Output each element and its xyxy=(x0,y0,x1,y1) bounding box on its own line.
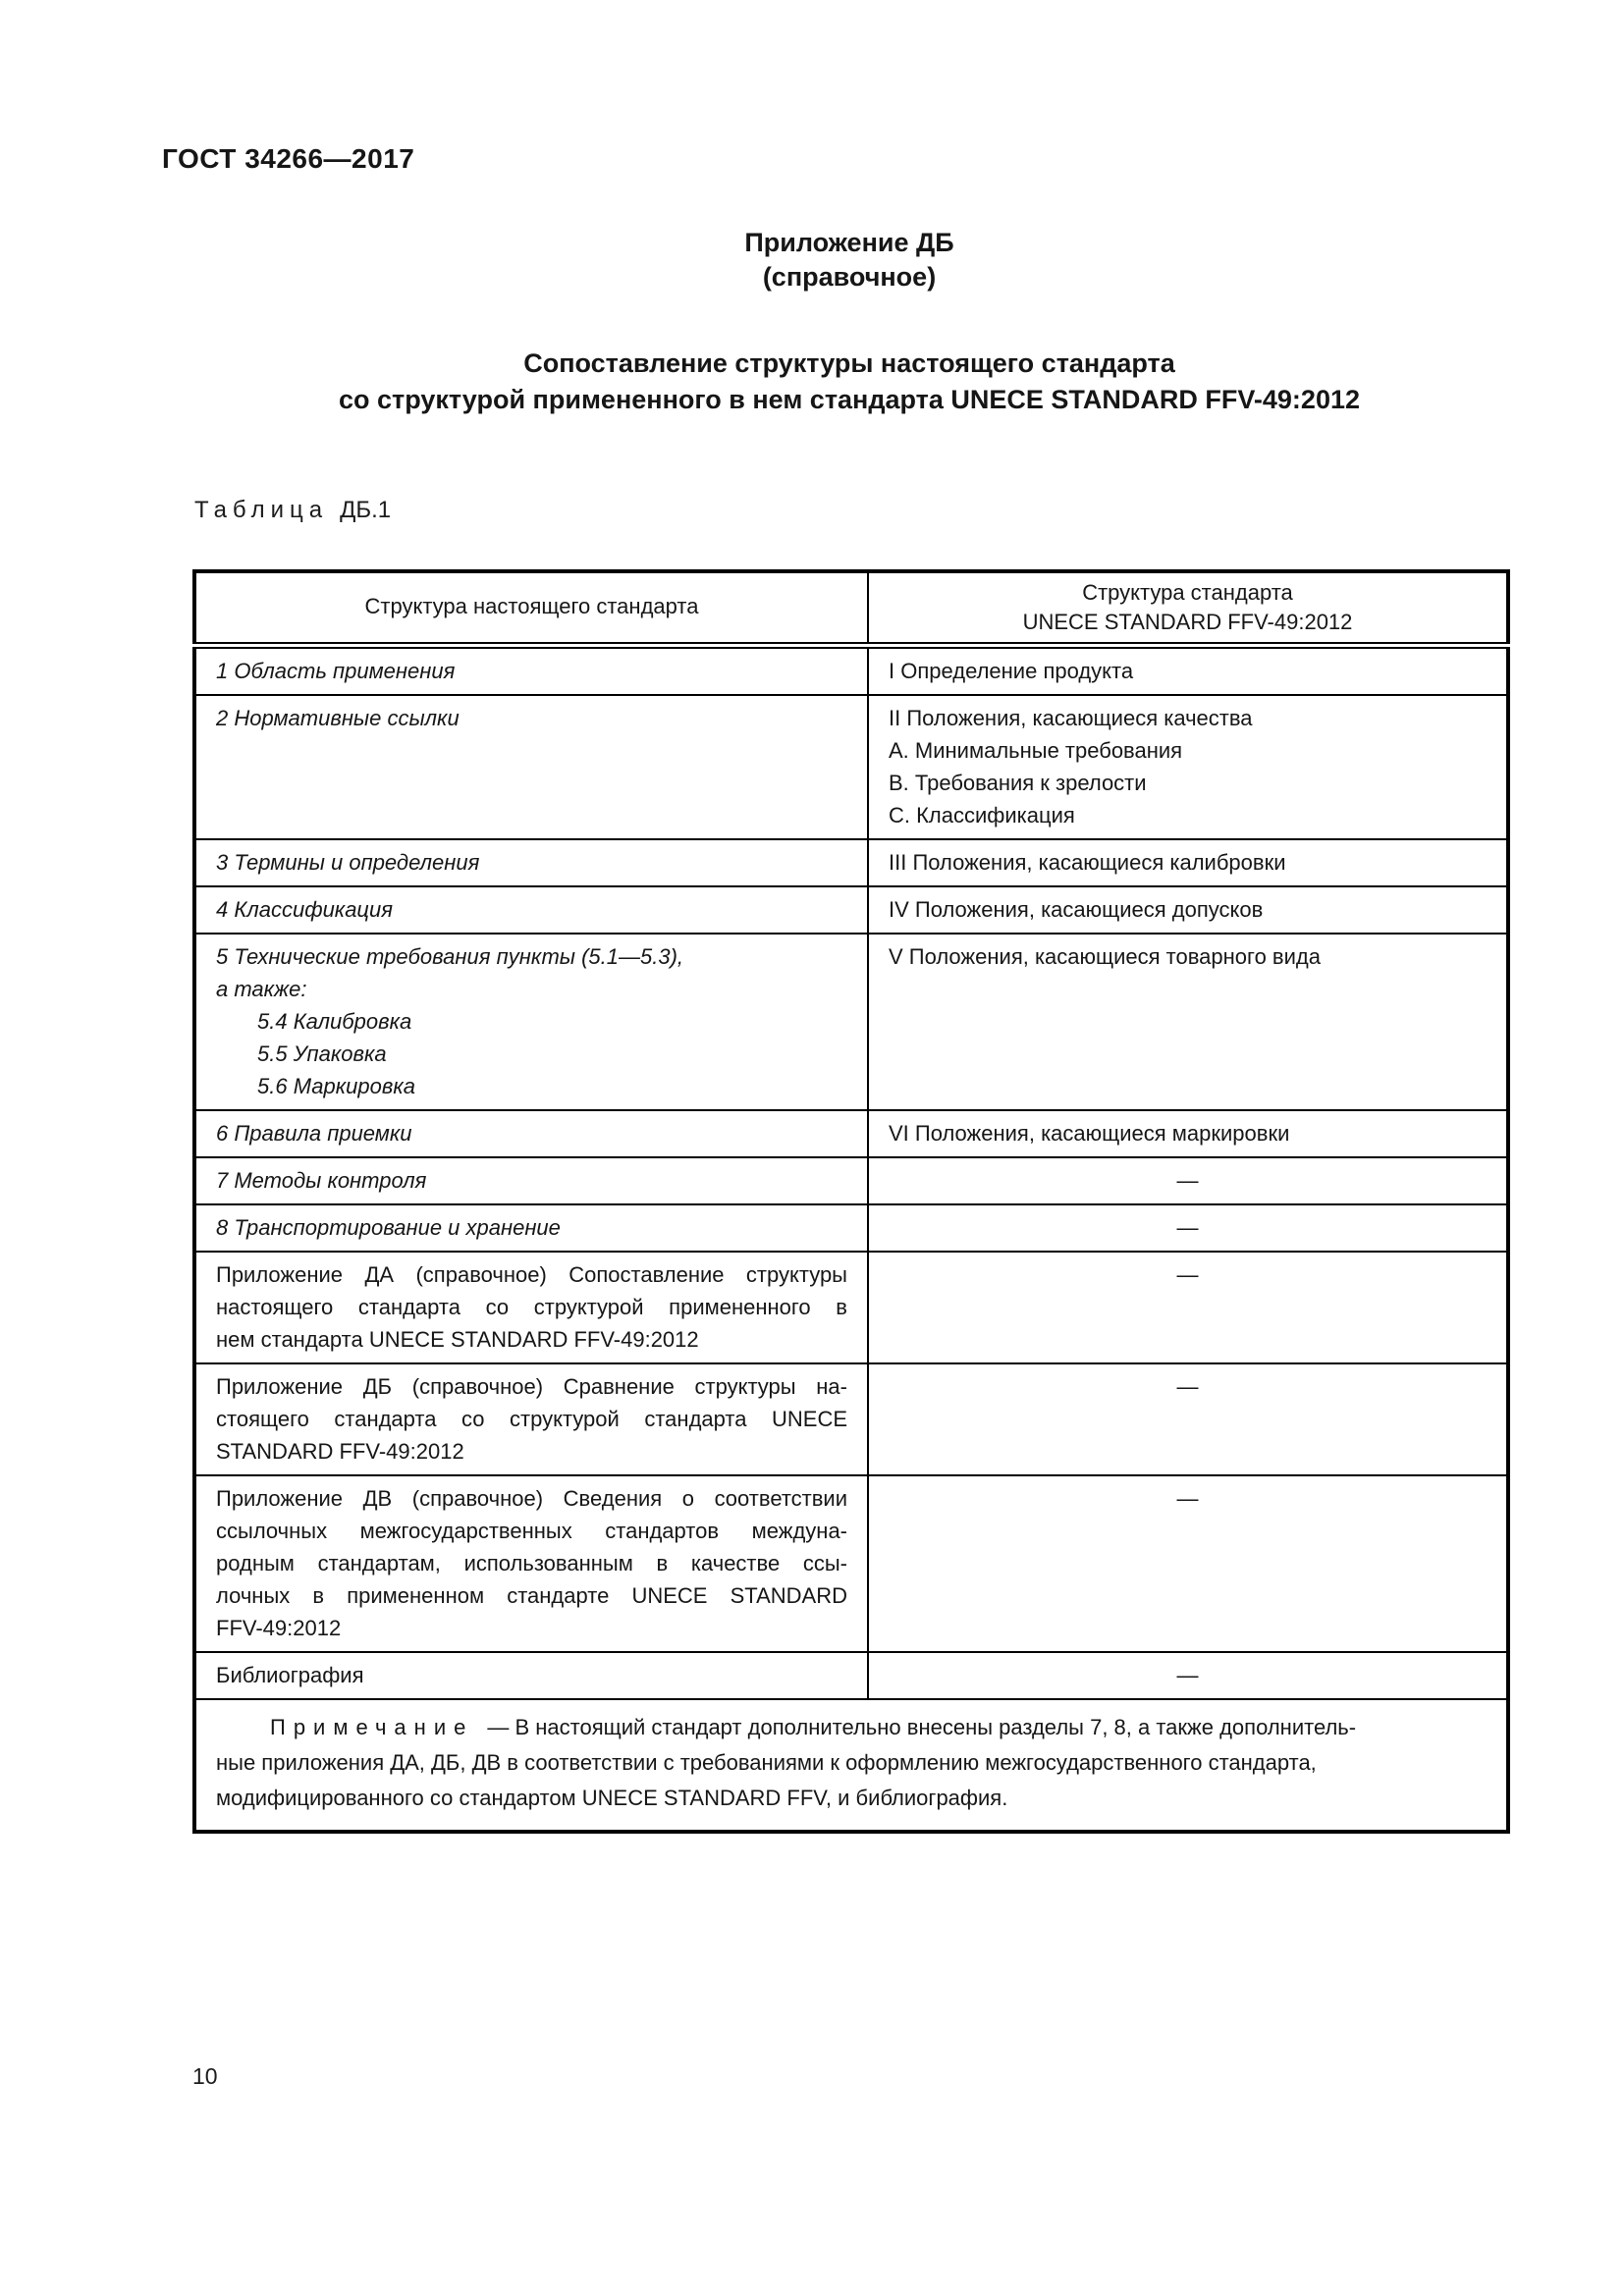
title-line-2: со структурой примененного в нем стандарта UNECE STANDARD FFV-49:2012 xyxy=(339,385,1360,414)
table-caption-number: ДБ.1 xyxy=(340,497,392,523)
appendix-kind: (справочное) xyxy=(762,262,937,292)
note-line xyxy=(216,1710,1489,1745)
cell-text: III Положения, касающиеся калибровки xyxy=(889,850,1286,875)
row-6-left xyxy=(194,1110,868,1157)
em-dash: — xyxy=(1176,1374,1199,1399)
cell-text: IV Положения, касающиеся допусков xyxy=(889,897,1264,922)
cell-text: V Положения, касающиеся товарного вида xyxy=(889,944,1321,969)
cell-text: родным стандартам, использованным в качестве ссы- xyxy=(216,1551,847,1575)
table-row xyxy=(194,1110,1508,1157)
cell-text: II Положения, касающиеся качества xyxy=(889,706,1253,730)
cell-text: Приложение ДА (справочное) Сопоставление структуры xyxy=(216,1262,847,1287)
row-bibliography-right xyxy=(868,1652,1508,1699)
cell-text: 5.4 Калибровка xyxy=(257,1009,412,1034)
cell-text: нем стандарта UNECE STANDARD FFV-49:2012 xyxy=(216,1327,699,1352)
row-appendix-dv-right xyxy=(868,1475,1508,1652)
row-3-right xyxy=(868,839,1508,886)
header-left-text: Структура настоящего стандарта xyxy=(364,593,699,618)
table-row xyxy=(194,695,1508,839)
table-row xyxy=(194,1252,1508,1363)
page-title xyxy=(147,346,1551,418)
table-row xyxy=(194,886,1508,934)
em-dash: — xyxy=(1176,1168,1199,1193)
table-note xyxy=(194,1699,1508,1832)
note-text: — В настоящий стандарт дополнительно внесены разделы 7, 8, а также дополнитель- xyxy=(487,1715,1357,1739)
table-row xyxy=(194,1204,1508,1252)
em-dash: — xyxy=(1176,1215,1199,1240)
header-right-line1: Структура стандарта xyxy=(1082,580,1293,605)
cell-text: 2 Нормативные ссылки xyxy=(216,706,460,730)
row-4-left xyxy=(194,886,868,934)
cell-text: 1 Область применения xyxy=(216,659,456,683)
table-row xyxy=(194,646,1508,696)
cell-text: Приложение ДБ (справочное) Сравнение структуры на- xyxy=(216,1374,847,1399)
cell-text: настоящего стандарта со структурой примененного в xyxy=(216,1295,847,1319)
doc-number: ГОСТ 34266—2017 xyxy=(162,143,415,174)
cell-text: 4 Классификация xyxy=(216,897,393,922)
page-number: 10 xyxy=(192,2063,218,2089)
cell-text: 6 Правила приемки xyxy=(216,1121,412,1146)
row-2-right xyxy=(868,695,1508,839)
row-appendix-da-right xyxy=(868,1252,1508,1363)
cell-text: 5.5 Упаковка xyxy=(257,1041,387,1066)
cell-text: С. Классификация xyxy=(889,803,1075,828)
row-4-right xyxy=(868,886,1508,934)
em-dash: — xyxy=(1176,1486,1199,1511)
cell-text: а также: xyxy=(216,977,307,1001)
cell-text: В. Требования к зрелости xyxy=(889,771,1147,795)
appendix-heading xyxy=(192,226,1506,294)
row-appendix-db-left xyxy=(194,1363,868,1475)
note-line: ные приложения ДА, ДБ, ДВ в соответствии с требованиями к оформлению межгосударственного стандарта, xyxy=(216,1750,1317,1775)
row-6-right xyxy=(868,1110,1508,1157)
cell-text: ссылочных межгосударственных стандартов междуна- xyxy=(216,1519,847,1543)
row-3-left xyxy=(194,839,868,886)
cell-text: Приложение ДВ (справочное) Сведения о соответствии xyxy=(216,1486,847,1511)
row-2-left xyxy=(194,695,868,839)
cell-text: 7 Методы контроля xyxy=(216,1168,427,1193)
header-cell-right xyxy=(868,571,1508,646)
row-8-left xyxy=(194,1204,868,1252)
table-row xyxy=(194,1363,1508,1475)
cell-text: 8 Транспортирование и хранение xyxy=(216,1215,561,1240)
cell-text: I Определение продукта xyxy=(889,659,1134,683)
row-1-right xyxy=(868,646,1508,696)
cell-text: стоящего стандарта со структурой стандарта UNECE xyxy=(216,1407,847,1431)
cell-text: Библиография xyxy=(216,1663,364,1687)
row-appendix-da-left xyxy=(194,1252,868,1363)
em-dash: — xyxy=(1176,1663,1199,1687)
table-row xyxy=(194,1475,1508,1652)
table-note-row xyxy=(194,1699,1508,1832)
header-cell-left xyxy=(194,571,868,646)
row-5-right xyxy=(868,934,1508,1110)
comparison-table xyxy=(192,569,1510,1834)
row-appendix-db-right xyxy=(868,1363,1508,1475)
cell-text: лочных в примененном стандарте UNECE STANDARD xyxy=(216,1583,847,1608)
row-5-left xyxy=(194,934,868,1110)
em-dash: — xyxy=(1176,1262,1199,1287)
row-7-right xyxy=(868,1157,1508,1204)
table-caption xyxy=(194,497,391,524)
table-row xyxy=(194,934,1508,1110)
cell-text: VI Положения, касающиеся маркировки xyxy=(889,1121,1290,1146)
header-right-line2: UNECE STANDARD FFV-49:2012 xyxy=(1022,610,1353,634)
row-8-right xyxy=(868,1204,1508,1252)
table-caption-word: Таблица xyxy=(194,497,329,523)
cell-text: FFV-49:2012 xyxy=(216,1616,342,1640)
cell-text: 5 Технические требования пункты (5.1—5.3), xyxy=(216,944,684,969)
note-line: модифицированного со стандартом UNECE STANDARD FFV, и библиография. xyxy=(216,1786,1008,1810)
cell-text: 5.6 Маркировка xyxy=(257,1074,415,1098)
row-bibliography-left xyxy=(194,1652,868,1699)
table-header-row xyxy=(194,571,1508,646)
cell-text: STANDARD FFV-49:2012 xyxy=(216,1439,464,1464)
cell-text: 3 Термины и определения xyxy=(216,850,480,875)
table-row xyxy=(194,839,1508,886)
note-label: Примечание xyxy=(270,1715,474,1739)
row-appendix-dv-left xyxy=(194,1475,868,1652)
appendix-label: Приложение ДБ xyxy=(744,228,954,257)
table-row xyxy=(194,1652,1508,1699)
title-line-1: Сопоставление структуры настоящего стандарта xyxy=(523,348,1175,378)
row-7-left xyxy=(194,1157,868,1204)
row-1-left xyxy=(194,646,868,696)
table-row xyxy=(194,1157,1508,1204)
cell-text: А. Минимальные требования xyxy=(889,738,1183,763)
